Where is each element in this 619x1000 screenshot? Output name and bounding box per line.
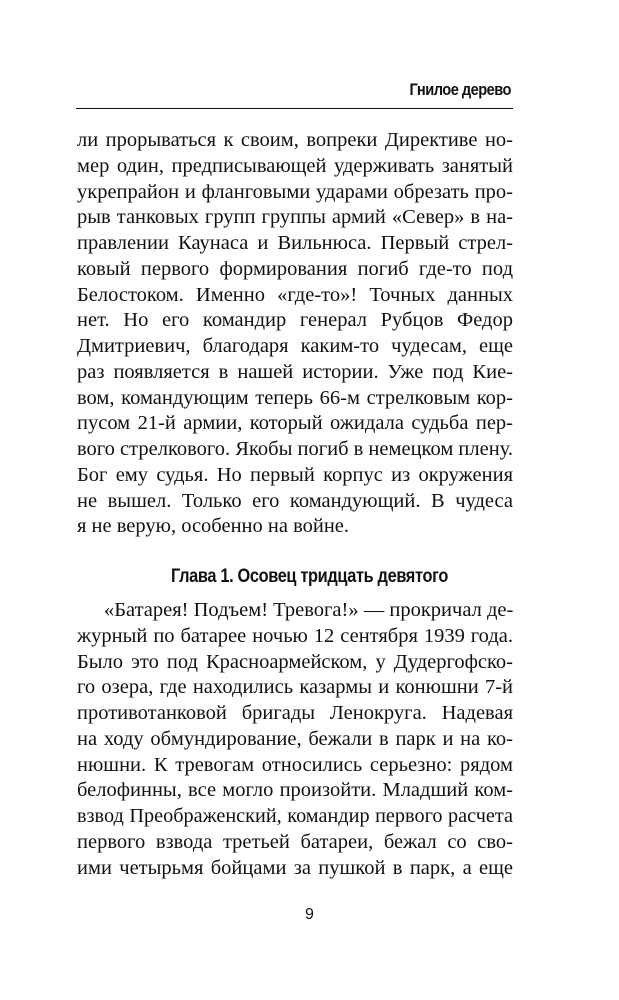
- text-line: вого стрелкового. Якобы погиб в немецком плену.: [77, 438, 514, 460]
- text-line: Белостоком. Именно «где-то»! Точных данных: [77, 283, 513, 306]
- text-line: нет. Но его командир генерал Рубцов Федор: [77, 309, 513, 332]
- paragraph-continued: [77, 128, 513, 540]
- text-line: я не верую, особенно на войне.: [77, 515, 350, 538]
- header-rule: [76, 108, 513, 109]
- text-line: не вышел. Только его командующий. В чудеса: [77, 489, 513, 512]
- text-line: Бог ему судья. Но первый корпус из окружения: [77, 463, 513, 486]
- text-line: вом, командующим теперь 66-м стрелковым кор-: [77, 386, 513, 409]
- text-line: взвод Преображенский, командир первого расчета: [77, 805, 513, 827]
- text-line: Дмитриевич, благодаря каким-то чудесам, еще: [77, 335, 513, 357]
- page-number: 9: [305, 906, 314, 923]
- text-line: Было это под Красноармейском, у Дудергофско-: [77, 650, 513, 673]
- text-line: на ходу обмундирование, бежали в парк и на ко-: [77, 727, 513, 750]
- text-line: мер один, предписывающей удерживать занятый: [77, 154, 513, 177]
- text-line: белофинны, все могло произойти. Младший ком-: [77, 779, 513, 802]
- text-line: журный по батарее ночью 12 сентября 1939 года.: [77, 624, 513, 647]
- text-line: «Батарея! Подъем! Тревога!» — прокричал де-: [104, 599, 514, 621]
- text-line: правлении Каунаса и Вильнюса. Первый стрел-: [77, 232, 513, 254]
- text-line: ковый первого формирования погиб где-то под: [77, 257, 513, 280]
- text-line: первого взвода третьей батареи, бежал со сво-: [77, 830, 513, 853]
- running-head: Гнилое дерево: [409, 80, 511, 99]
- chapter-title: Глава 1. Осовец тридцать девятого: [171, 566, 448, 587]
- text-line: го озера, где находились казармы и конюшни 7-й: [77, 676, 513, 699]
- text-line: рыв танковых групп группы армий «Север» в на-: [77, 206, 513, 229]
- text-line: пусом 21-й армии, который ожидала судьба пер-: [77, 412, 513, 435]
- text-line: противотанковой бригады Ленокруга. Надевая: [77, 702, 513, 724]
- text-line: укрепрайон и фланговыми ударами обрезать про-: [77, 180, 513, 203]
- text-line: ли прорываться к своим, вопреки Директиве но-: [77, 129, 513, 151]
- text-line: ими четырьмя бойцами за пушкой в парк, а еще: [77, 856, 513, 879]
- text-line: раз появляется в нашей истории. Уже под Кие-: [77, 360, 513, 383]
- text-line: нюшни. К тревогам относились серьезно: рядом: [77, 753, 513, 776]
- paragraph-chapter-start: [77, 598, 513, 881]
